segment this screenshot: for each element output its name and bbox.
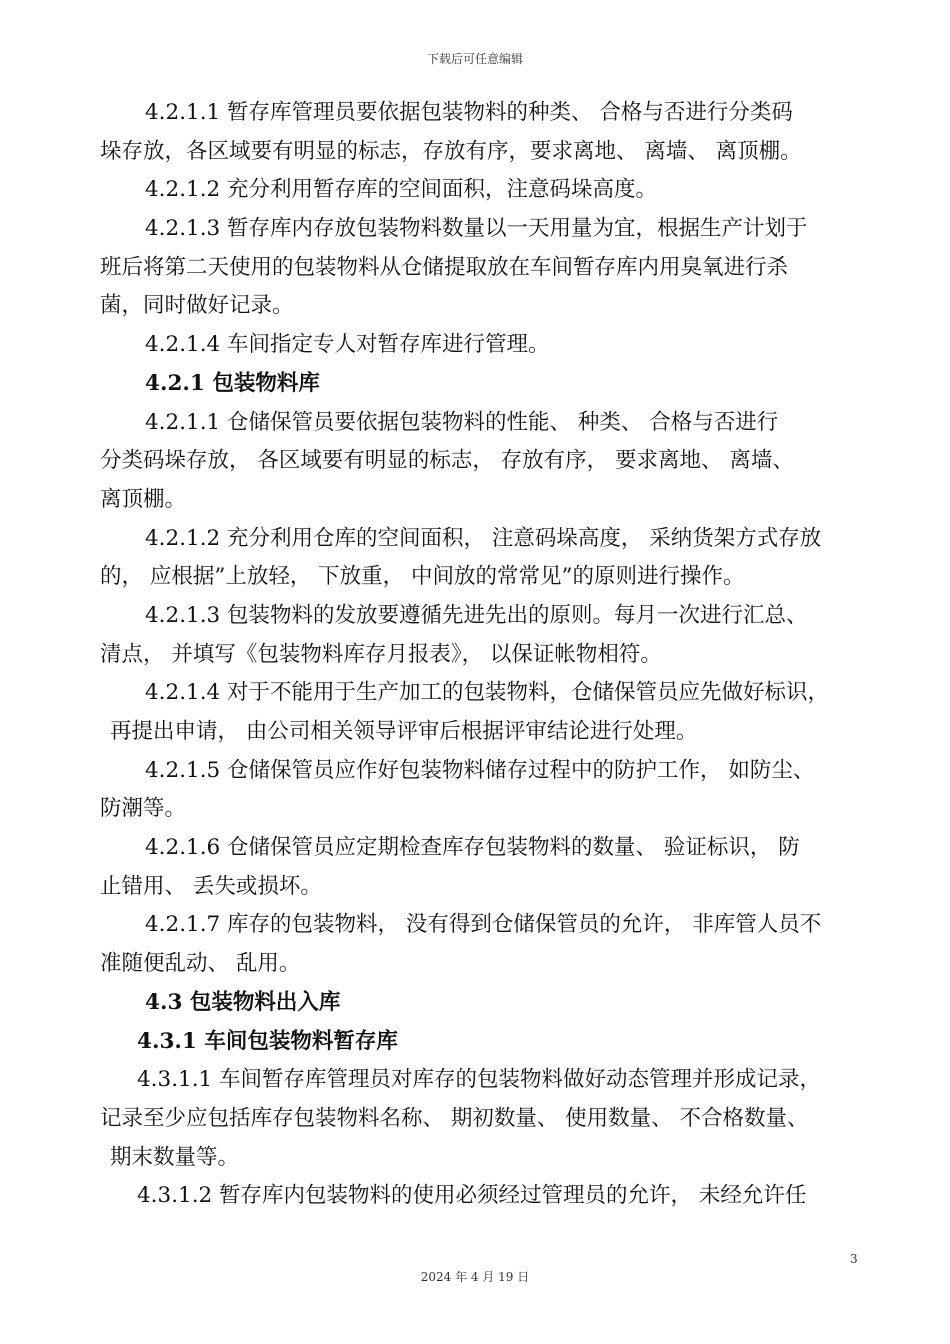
paragraph-line: 期末数量等。 [110, 1144, 240, 1170]
paragraph-line: 4.2.1.4 对于不能用于生产加工的包装物料，仓储保管员应先做好标识， [145, 680, 830, 706]
paragraph-line: 止错用、 丢失或损坏。 [100, 873, 322, 899]
paragraph-line: 记录至少应包括库存包装物料名称、 期初数量、 使用数量、 不合格数量、 [100, 1105, 809, 1131]
paragraph-line: 4.2.1.1 暂存库管理员要依据包装物料的种类、 合格与否进行分类码 [145, 100, 793, 125]
page-number: 3 [850, 1252, 858, 1266]
paragraph-line: 再提出申请， 由公司相关领导评审后根据评审结论进行处理。 [110, 719, 698, 744]
section-heading: 4.3.1 车间包装物料暂存库 [137, 1028, 398, 1054]
page-footer-date: 2024 年 4 月 19 日 [420, 1270, 530, 1284]
paragraph-line: 4.3.1.1 车间暂存库管理员对库存的包装物料做好动态管理并形成记录， [137, 1067, 822, 1093]
paragraph-line: 班后将第二天使用的包装物料从仓储提取放在车间暂存库内用臭氧进行杀 [100, 254, 789, 280]
paragraph-line: 4.2.1.4 车间指定专人对暂存库进行管理。 [145, 332, 550, 358]
paragraph-line: 4.2.1.5 仓储保管员应作好包装物料储存过程中的防护工作， 如防尘、 [145, 757, 815, 783]
paragraph-line: 4.2.1.6 仓储保管员应定期检查库存包装物料的数量、 验证标识， 防 [145, 835, 800, 861]
page-header: 下载后可任意编辑 [426, 52, 523, 66]
section-heading: 4.2.1 包装物料库 [145, 370, 320, 396]
paragraph-line: 准随便乱动、 乱用。 [100, 951, 301, 977]
paragraph-line: 清点， 并填写《包装物料库存月报表》， 以保证帐物相符。 [100, 641, 662, 667]
document-body [100, 94, 865, 1216]
paragraph-line: 4.2.1.1 仓储保管员要依据包装物料的性能、 种类、 合格与否进行 [145, 409, 779, 435]
paragraph-line: 菌，同时做好记录。 [100, 293, 294, 319]
paragraph-line: 防潮等。 [100, 796, 187, 822]
paragraph-line: 4.2.1.7 库存的包装物料， 没有得到仓储保管员的允许， 非库管人员不 [145, 912, 822, 938]
section-heading: 4.3 包装物料出入库 [145, 989, 341, 1015]
paragraph-line: 4.3.1.2 暂存库内包装物料的使用必须经过管理员的允许， 未经允许任 [137, 1183, 807, 1209]
paragraph-line: 4.2.1.2 充分利用仓库的空间面积， 注意码垛高度， 采纳货架方式存放 [145, 525, 822, 551]
paragraph-line: 离顶棚。 [100, 486, 187, 512]
paragraph-line: 分类码垛存放， 各区域要有明显的标志， 存放有序， 要求离地、 离墙、 [100, 448, 794, 474]
paragraph-line: 的， 应根据”上放轻， 下放重， 中间放的常常见”的原则进行操作。 [100, 564, 745, 590]
paragraph-line: 垛存放，各区域要有明显的标志，存放有序，要求离地、 离墙、 离顶棚。 [100, 138, 802, 164]
paragraph-line: 4.2.1.3 包装物料的发放要遵循先进先出的原则。每月一次进行汇总、 [145, 602, 808, 628]
paragraph-line: 4.2.1.3 暂存库内存放包装物料数量以一天用量为宜，根据生产计划于 [145, 216, 808, 242]
paragraph-line: 4.2.1.2 充分利用暂存库的空间面积，注意码垛高度。 [145, 177, 658, 203]
